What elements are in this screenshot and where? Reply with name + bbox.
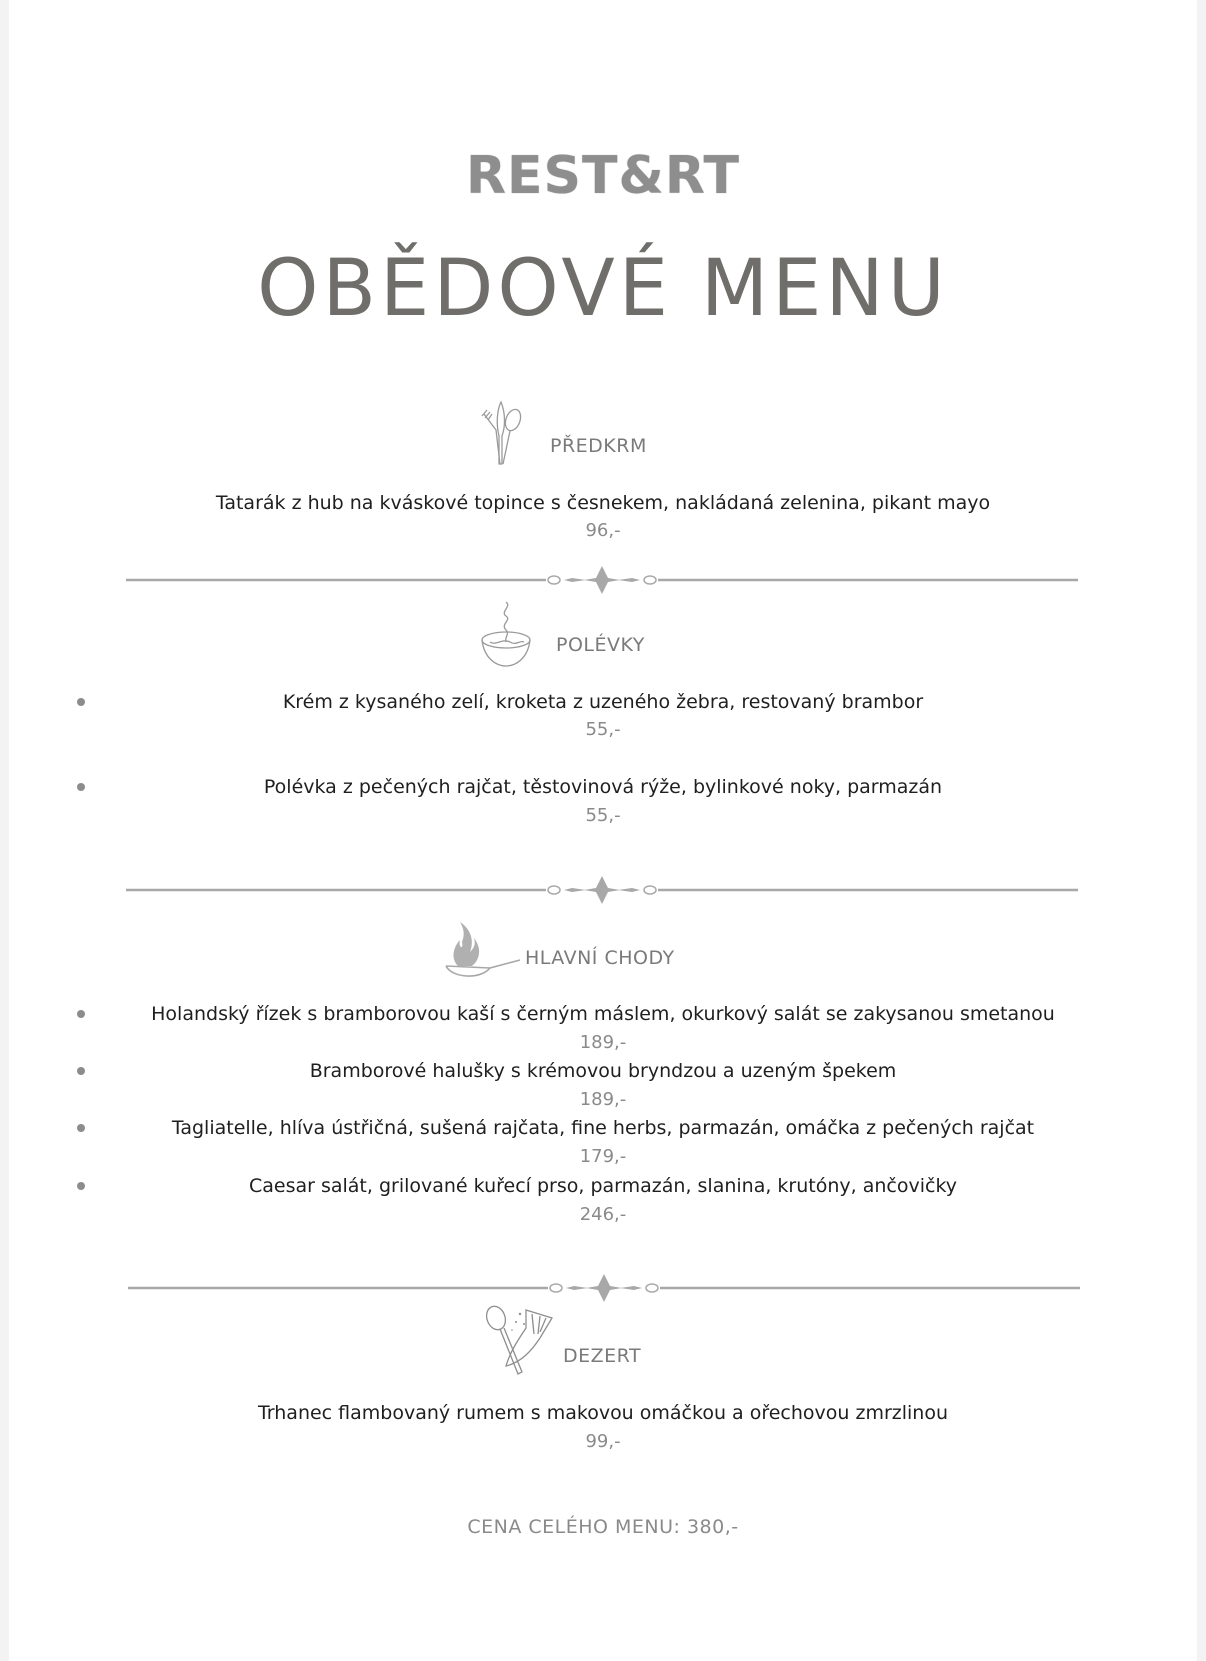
dish-name: Caesar salát, grilované kuřecí prso, parmazán, slanina, krutóny, ančovičky [248, 1175, 958, 1197]
dish-price: 96,- [585, 520, 621, 541]
menu-total-price: CENA CELÉHO MENU: 380,- [467, 1516, 739, 1538]
dish-name: Holandský řízek s bramborovou kaší s černým máslem, okurkový salát se zakysanou smetanou [151, 1003, 1055, 1025]
restaurant-logo: REST&RT [465, 146, 740, 206]
dish-price: 246,- [579, 1204, 627, 1225]
dish-price: 99,- [585, 1431, 621, 1452]
dish-name: Polévka z pečených rajčat, těstovinová rýže, bylinkové noky, parmazán [263, 776, 943, 798]
flaming-pan-icon [444, 922, 524, 982]
dish-name: Krém z kysaného zelí, kroketa z uzeného žebra, restovaný brambor [282, 691, 924, 713]
dish-price: 55,- [585, 805, 621, 826]
section-title-polevky: POLÉVKY [556, 634, 645, 656]
section-title-hlavni-chody: HLAVNÍ CHODY [525, 947, 675, 969]
dish-price: 189,- [579, 1089, 627, 1110]
dish-price: 189,- [579, 1032, 627, 1053]
ornament-divider [126, 570, 1078, 590]
dish-name: Tatarák z hub na kváskové topince s česnekem, nakládaná zelenina, pikant mayo [215, 492, 991, 514]
dish-price: 179,- [579, 1146, 627, 1167]
section-title-dezert: DEZERT [563, 1345, 642, 1367]
section-title-predkrm: PŘEDKRM [550, 435, 647, 457]
soup-bowl-icon [480, 600, 532, 668]
dish-price: 55,- [585, 719, 621, 740]
ornament-divider [126, 880, 1078, 900]
cutlery-icon [480, 400, 524, 468]
page-title: OBĚDOVÉ MENU [257, 244, 949, 334]
ornament-divider [128, 1278, 1080, 1298]
whisk-piping-bag-icon [482, 1304, 558, 1380]
dish-name: Tagliatelle, hlíva ústřičná, sušená rajčata, fine herbs, parmazán, omáčka z pečených rajčat [171, 1117, 1035, 1139]
dish-name: Trhanec flambovaný rumem s makovou omáčkou a ořechovou zmrzlinou [257, 1402, 949, 1424]
dish-name: Bramborové halušky s krémovou bryndzou a uzeným špekem [309, 1060, 897, 1082]
